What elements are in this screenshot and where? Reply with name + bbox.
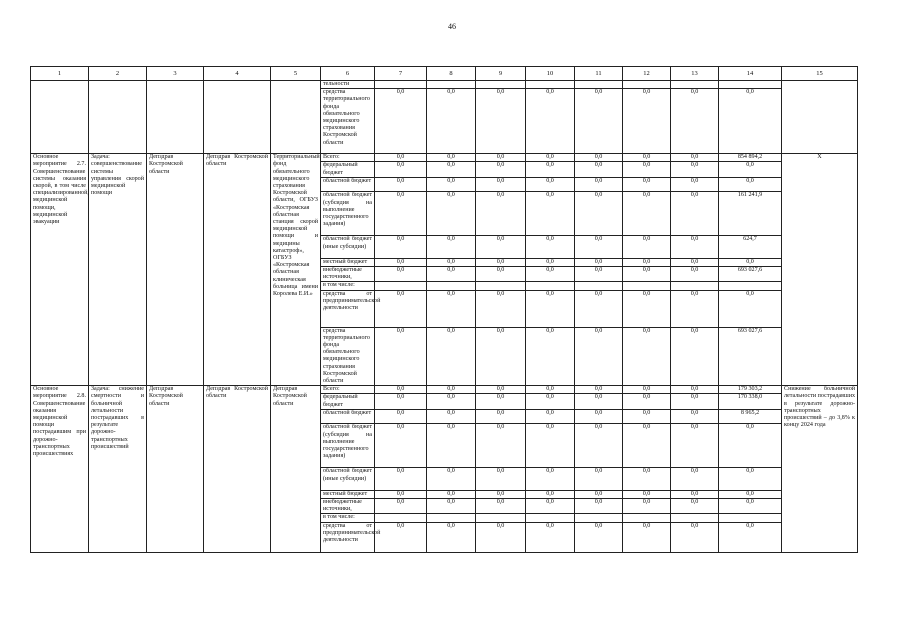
funding-source: Всего: — [321, 386, 375, 394]
value-cell: 0,0 — [623, 290, 671, 327]
empty-cell — [782, 81, 858, 154]
table-row — [31, 386, 858, 394]
value-cell — [719, 282, 782, 290]
empty-cell — [204, 81, 271, 154]
value-cell: 0,0 — [427, 386, 476, 394]
value-cell: 0,0 — [719, 89, 782, 154]
value-cell: 0,0 — [575, 327, 623, 386]
header-cell: 9 — [476, 67, 526, 81]
participants: Территориальный фонд обязательного медицинского страхования Костромской области, ОГБУЗ «Костромская областная станция скорой медицинской помощи и медицины катастроф», ОГБУЗ «Костромская областная клиническая больница имени Королева Е.И.» — [271, 154, 321, 386]
header-row — [31, 67, 858, 81]
value-cell: 0,0 — [623, 192, 671, 236]
value-cell: 0,0 — [476, 267, 526, 282]
task-description: Задача: совершенствование системы управления скорой медицинской помощи — [89, 154, 147, 386]
value-cell: 0,0 — [476, 522, 526, 552]
value-cell: 0,0 — [375, 499, 427, 514]
value-cell: 0,0 — [476, 236, 526, 259]
value-cell: 0,0 — [671, 490, 719, 498]
value-cell — [623, 514, 671, 522]
table-row — [31, 81, 858, 89]
header-cell: 7 — [375, 67, 427, 81]
value-cell: 0,0 — [575, 522, 623, 552]
value-cell — [671, 81, 719, 89]
value-cell: 0,0 — [575, 258, 623, 266]
value-cell: 0,0 — [526, 409, 575, 424]
value-cell: 0,0 — [671, 394, 719, 409]
value-cell: 0,0 — [575, 468, 623, 491]
value-cell: 0,0 — [427, 522, 476, 552]
value-cell: 0,0 — [375, 522, 427, 552]
value-cell: 0,0 — [671, 258, 719, 266]
value-cell: 0,0 — [427, 154, 476, 162]
value-cell — [427, 282, 476, 290]
header-cell: 14 — [719, 67, 782, 81]
funding-source: федеральный бюджет — [321, 162, 375, 177]
value-cell: 0,0 — [671, 327, 719, 386]
value-cell: 0,0 — [476, 386, 526, 394]
header-cell: 6 — [321, 67, 375, 81]
responsible-executor: Депздрав Костромской области — [147, 386, 204, 552]
header-cell: 13 — [671, 67, 719, 81]
value-cell: 0,0 — [671, 162, 719, 177]
value-cell: 0,0 — [427, 394, 476, 409]
value-cell: 0,0 — [375, 290, 427, 327]
value-cell: 0,0 — [476, 424, 526, 468]
value-cell: 0,0 — [427, 162, 476, 177]
value-cell: 0,0 — [427, 267, 476, 282]
value-cell: 0,0 — [526, 327, 575, 386]
value-cell: 0,0 — [575, 424, 623, 468]
value-cell: 0,0 — [671, 290, 719, 327]
value-cell: 0,0 — [526, 162, 575, 177]
funding-source: областной бюджет (субсидия на выполнение государственного задания) — [321, 424, 375, 468]
value-cell: 0,0 — [671, 409, 719, 424]
header-cell: 2 — [89, 67, 147, 81]
value-cell: 0,0 — [476, 394, 526, 409]
value-cell: 0,0 — [719, 490, 782, 498]
funding-source: в том числе: — [321, 514, 375, 522]
value-cell — [375, 514, 427, 522]
value-cell — [375, 81, 427, 89]
budget-table — [30, 66, 858, 553]
value-cell: 0,0 — [375, 192, 427, 236]
value-cell: 0,0 — [526, 89, 575, 154]
value-cell: 0,0 — [526, 394, 575, 409]
funding-source: внебюджетные источники, — [321, 499, 375, 514]
co-executor: Депздрав Костромской области — [204, 386, 271, 552]
value-cell: 0,0 — [526, 258, 575, 266]
participants: Депздрав Костромской области — [271, 386, 321, 552]
value-cell: 0,0 — [526, 424, 575, 468]
value-cell — [623, 282, 671, 290]
value-cell: 0,0 — [623, 409, 671, 424]
value-cell: 0,0 — [575, 267, 623, 282]
value-cell: 0,0 — [719, 162, 782, 177]
value-cell: 0,0 — [427, 468, 476, 491]
value-cell: 0,0 — [623, 424, 671, 468]
value-cell: 0,0 — [427, 258, 476, 266]
header-cell: 12 — [623, 67, 671, 81]
empty-cell — [271, 81, 321, 154]
value-cell: 0,0 — [575, 162, 623, 177]
value-cell: 161 241,9 — [719, 192, 782, 236]
value-cell: 0,0 — [623, 162, 671, 177]
value-cell: 0,0 — [623, 386, 671, 394]
value-cell: 0,0 — [427, 424, 476, 468]
expected-result: Снижение больничной летальности пострадавших в результате дорожно-транспортных происшествий – до 3,8% к концу 2024 года — [782, 386, 858, 552]
value-cell: 0,0 — [671, 499, 719, 514]
value-cell: 0,0 — [671, 424, 719, 468]
measure-2-8-block — [31, 386, 858, 552]
value-cell: 0,0 — [623, 327, 671, 386]
value-cell: 0,0 — [671, 177, 719, 192]
value-cell: 0,0 — [526, 177, 575, 192]
value-cell: 0,0 — [375, 394, 427, 409]
value-cell — [671, 514, 719, 522]
value-cell: 0,0 — [476, 192, 526, 236]
value-cell: 0,0 — [476, 468, 526, 491]
funding-source: внебюджетные источники, — [321, 267, 375, 282]
value-cell: 0,0 — [375, 409, 427, 424]
value-cell — [427, 81, 476, 89]
value-cell: 0,0 — [623, 154, 671, 162]
value-cell: 0,0 — [526, 522, 575, 552]
value-cell: 0,0 — [375, 468, 427, 491]
value-cell: 854 894,2 — [719, 154, 782, 162]
funding-source: Всего: — [321, 154, 375, 162]
empty-cell — [31, 81, 89, 154]
value-cell: 0,0 — [526, 386, 575, 394]
funding-source: тельности — [321, 81, 375, 89]
value-cell: 0,0 — [427, 327, 476, 386]
expected-result: X — [782, 154, 858, 386]
value-cell: 0,0 — [526, 468, 575, 491]
value-cell: 170 338,0 — [719, 394, 782, 409]
value-cell: 0,0 — [526, 267, 575, 282]
funding-source: областной бюджет (иные субсидии) — [321, 468, 375, 491]
value-cell: 0,0 — [375, 490, 427, 498]
value-cell: 0,0 — [671, 89, 719, 154]
funding-source: областной бюджет — [321, 409, 375, 424]
funding-source: областной бюджет (иные субсидии) — [321, 236, 375, 259]
value-cell: 0,0 — [575, 386, 623, 394]
value-cell: 0,0 — [719, 177, 782, 192]
value-cell — [575, 282, 623, 290]
value-cell: 0,0 — [623, 394, 671, 409]
value-cell: 0,0 — [623, 499, 671, 514]
value-cell: 0,0 — [427, 499, 476, 514]
funding-source: средства от предпринимательской деятельности — [321, 290, 375, 327]
value-cell — [375, 282, 427, 290]
value-cell: 0,0 — [375, 327, 427, 386]
value-cell: 0,0 — [575, 290, 623, 327]
value-cell: 0,0 — [476, 258, 526, 266]
value-cell — [476, 514, 526, 522]
value-cell: 0,0 — [623, 267, 671, 282]
value-cell: 0,0 — [526, 490, 575, 498]
top-block — [31, 81, 858, 154]
value-cell: 0,0 — [575, 89, 623, 154]
value-cell: 0,0 — [427, 89, 476, 154]
value-cell: 0,0 — [719, 290, 782, 327]
value-cell: 0,0 — [375, 386, 427, 394]
value-cell: 0,0 — [671, 386, 719, 394]
value-cell: 0,0 — [719, 424, 782, 468]
funding-source: областной бюджет — [321, 177, 375, 192]
value-cell: 0,0 — [476, 89, 526, 154]
value-cell: 0,0 — [719, 499, 782, 514]
responsible-executor: Депздрав Костромской области — [147, 154, 204, 386]
value-cell — [575, 81, 623, 89]
value-cell: 0,0 — [526, 192, 575, 236]
value-cell: 0,0 — [575, 409, 623, 424]
value-cell: 0,0 — [623, 490, 671, 498]
header-cell: 1 — [31, 67, 89, 81]
empty-cell — [89, 81, 147, 154]
value-cell: 0,0 — [427, 490, 476, 498]
funding-source: в том числе: — [321, 282, 375, 290]
measure-name: Основное мероприятие 2.7. Совершенствование системы оказания скорой, в том числе специализированной, медицинской помощи, медицинской эвакуации — [31, 154, 89, 386]
measure-name: Основное мероприятие 2.8. Совершенствование оказания медицинской помощи пострадавшим при дорожно-транспортных происшествиях — [31, 386, 89, 552]
value-cell — [526, 282, 575, 290]
value-cell: 0,0 — [623, 468, 671, 491]
header-cell: 8 — [427, 67, 476, 81]
value-cell: 0,0 — [476, 290, 526, 327]
value-cell — [671, 282, 719, 290]
value-cell: 0,0 — [526, 290, 575, 327]
funding-source: средства территориального фонда обязательного медицинского страхования Костромской области — [321, 89, 375, 154]
value-cell: 0,0 — [671, 267, 719, 282]
value-cell: 0,0 — [476, 327, 526, 386]
value-cell: 0,0 — [671, 522, 719, 552]
value-cell — [623, 81, 671, 89]
value-cell: 0,0 — [623, 177, 671, 192]
value-cell: 0,0 — [575, 192, 623, 236]
value-cell: 0,0 — [671, 468, 719, 491]
value-cell: 0,0 — [476, 409, 526, 424]
table-row — [31, 154, 858, 162]
funding-source: средства от предпринимательской деятельности — [321, 522, 375, 552]
value-cell: 0,0 — [575, 490, 623, 498]
value-cell — [427, 514, 476, 522]
value-cell — [526, 514, 575, 522]
value-cell: 0,0 — [476, 499, 526, 514]
measure-2-7-block — [31, 154, 858, 386]
funding-source: областной бюджет (субсидия на выполнение государственного задания) — [321, 192, 375, 236]
value-cell: 0,0 — [575, 394, 623, 409]
value-cell — [526, 81, 575, 89]
funding-source: местный бюджет — [321, 490, 375, 498]
value-cell: 0,0 — [719, 258, 782, 266]
value-cell: 0,0 — [427, 192, 476, 236]
value-cell: 0,0 — [476, 162, 526, 177]
header-cell: 15 — [782, 67, 858, 81]
page-number: 46 — [448, 22, 456, 31]
value-cell: 0,0 — [671, 236, 719, 259]
header-cell: 3 — [147, 67, 204, 81]
funding-source: средства территориального фонда обязательного медицинского страхования Костромской области — [321, 327, 375, 386]
value-cell: 693 027,6 — [719, 267, 782, 282]
value-cell — [575, 514, 623, 522]
value-cell — [719, 81, 782, 89]
value-cell: 0,0 — [375, 89, 427, 154]
value-cell: 0,0 — [575, 236, 623, 259]
value-cell: 0,0 — [375, 177, 427, 192]
value-cell: 0,0 — [623, 89, 671, 154]
co-executor: Депздрав Костромской области — [204, 154, 271, 386]
value-cell — [476, 282, 526, 290]
value-cell: 693 027,6 — [719, 327, 782, 386]
value-cell: 0,0 — [427, 290, 476, 327]
value-cell: 0,0 — [623, 236, 671, 259]
value-cell: 0,0 — [719, 468, 782, 491]
value-cell: 0,0 — [526, 499, 575, 514]
funding-source: местный бюджет — [321, 258, 375, 266]
value-cell: 0,0 — [476, 154, 526, 162]
value-cell: 0,0 — [375, 236, 427, 259]
value-cell: 0,0 — [623, 258, 671, 266]
value-cell: 0,0 — [375, 154, 427, 162]
value-cell: 624,7 — [719, 236, 782, 259]
value-cell — [476, 81, 526, 89]
funding-source: федеральный бюджет — [321, 394, 375, 409]
header-cell: 5 — [271, 67, 321, 81]
header-cell: 10 — [526, 67, 575, 81]
value-cell: 0,0 — [427, 177, 476, 192]
value-cell: 0,0 — [623, 522, 671, 552]
value-cell: 0,0 — [476, 177, 526, 192]
value-cell: 0,0 — [575, 499, 623, 514]
value-cell: 0,0 — [719, 522, 782, 552]
header-cell: 11 — [575, 67, 623, 81]
value-cell: 8 965,2 — [719, 409, 782, 424]
value-cell: 0,0 — [427, 409, 476, 424]
value-cell: 179 303,2 — [719, 386, 782, 394]
empty-cell — [147, 81, 204, 154]
value-cell: 0,0 — [575, 177, 623, 192]
value-cell: 0,0 — [575, 154, 623, 162]
value-cell: 0,0 — [526, 154, 575, 162]
value-cell: 0,0 — [375, 424, 427, 468]
header-cell: 4 — [204, 67, 271, 81]
task-description: Задача: снижение смертности и больничной летальности пострадавших в результате дорожно-транспортных происшествий — [89, 386, 147, 552]
value-cell: 0,0 — [375, 258, 427, 266]
value-cell: 0,0 — [375, 162, 427, 177]
value-cell: 0,0 — [427, 236, 476, 259]
value-cell — [719, 514, 782, 522]
value-cell: 0,0 — [671, 154, 719, 162]
value-cell: 0,0 — [526, 236, 575, 259]
value-cell: 0,0 — [671, 192, 719, 236]
value-cell: 0,0 — [375, 267, 427, 282]
value-cell: 0,0 — [476, 490, 526, 498]
